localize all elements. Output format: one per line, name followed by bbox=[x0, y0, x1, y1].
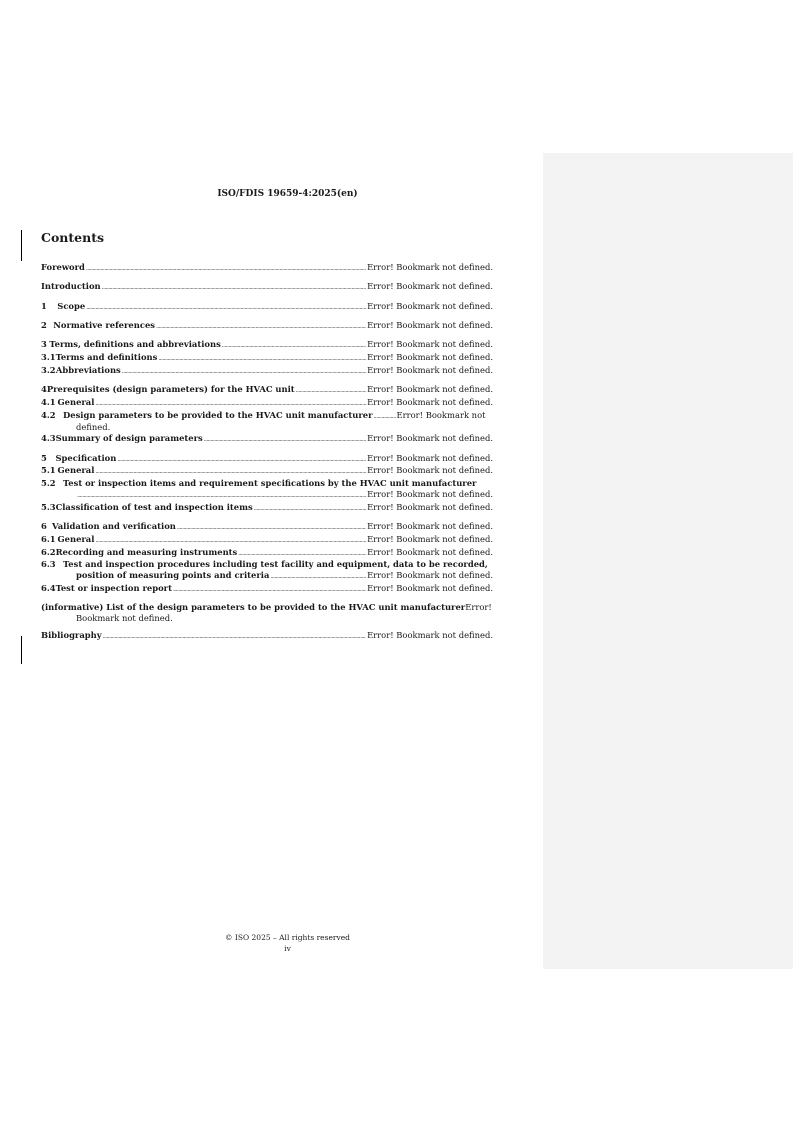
dot-leader bbox=[296, 386, 366, 397]
dot-leader bbox=[270, 572, 366, 583]
toc-entry-prerequisites[interactable] bbox=[41, 384, 493, 397]
toc-entry-terms-and-definitions[interactable] bbox=[41, 352, 493, 365]
toc-entry-design-parameters[interactable] bbox=[41, 410, 493, 434]
toc-title: General bbox=[57, 533, 95, 544]
toc-title: Terms, definitions and abbreviations bbox=[49, 339, 221, 350]
toc-number: 5.2 bbox=[41, 478, 56, 489]
dot-leader bbox=[158, 354, 366, 365]
toc-title: Test and inspection procedures including test facility and equipment, data to be recorded, bbox=[63, 559, 488, 570]
toc-page-ref: Error! bbox=[465, 602, 492, 613]
dot-leader bbox=[95, 536, 366, 547]
toc-page-ref: Error! Bookmark not defined. bbox=[367, 351, 493, 362]
table-of-contents bbox=[41, 262, 493, 643]
toc-entry-general-4-1[interactable] bbox=[41, 397, 493, 410]
toc-title: Abbreviations bbox=[55, 364, 121, 375]
toc-entry-test-procedures[interactable] bbox=[41, 559, 493, 583]
toc-entry-general-5-1[interactable] bbox=[41, 465, 493, 478]
toc-number: 1 bbox=[41, 300, 47, 311]
dot-leader bbox=[86, 264, 366, 275]
change-bar-top bbox=[21, 230, 22, 261]
change-bar-bottom bbox=[21, 636, 22, 664]
toc-page-ref: Error! Bookmark not defined. bbox=[367, 262, 493, 272]
toc-number: 3.1 bbox=[41, 351, 56, 362]
dot-leader bbox=[102, 283, 366, 294]
toc-title: Specification bbox=[55, 452, 117, 463]
toc-title: Scope bbox=[57, 300, 86, 311]
toc-title: Prerequisites (design parameters) for the HVAC unit bbox=[46, 384, 295, 395]
toc-page-ref: Error! Bookmark not defined. bbox=[367, 533, 493, 544]
toc-title: Classification of test and inspection items bbox=[55, 501, 253, 512]
page-footer bbox=[40, 932, 535, 954]
toc-number: 3 bbox=[41, 339, 47, 350]
toc-title: (informative) List of the design parameters to be provided to the HVAC unit manufacturer bbox=[41, 602, 466, 613]
contents-heading: Contents bbox=[41, 230, 105, 245]
toc-entry-abbreviations[interactable] bbox=[41, 365, 493, 378]
toc-entry-test-report[interactable] bbox=[41, 583, 493, 596]
toc-number: 4.3 bbox=[41, 433, 56, 444]
comment-pane bbox=[543, 153, 793, 969]
toc-page-ref: Error! Bookmark not defined. bbox=[367, 583, 493, 594]
toc-entry-test-inspection-items[interactable] bbox=[41, 478, 493, 502]
toc-title: Test or inspection items and requirement specifications by the HVAC unit manufacturer bbox=[63, 478, 477, 489]
toc-page-ref: Error! Bookmark not defined. bbox=[367, 396, 493, 407]
toc-entry-general-6-1[interactable] bbox=[41, 534, 493, 547]
toc-page-ref: Error! Bookmark not defined. bbox=[367, 501, 493, 512]
dot-leader bbox=[77, 491, 366, 502]
toc-page-ref: Error! Bookmark not defined. bbox=[367, 630, 493, 641]
toc-number: 6 bbox=[41, 521, 47, 532]
toc-number: 5.1 bbox=[41, 465, 56, 476]
toc-entry-summary-design-parameters[interactable] bbox=[41, 433, 493, 446]
toc-number: 5.3 bbox=[41, 501, 56, 512]
toc-page-ref: Error! Bookmark not defined. bbox=[367, 319, 493, 330]
toc-number: 6.1 bbox=[41, 533, 56, 544]
dot-leader bbox=[122, 367, 366, 378]
toc-number: 4 bbox=[41, 384, 47, 395]
toc-number: 6.3 bbox=[41, 559, 56, 570]
dot-leader bbox=[238, 549, 366, 560]
toc-number: 5 bbox=[41, 452, 47, 463]
toc-entry-introduction[interactable] bbox=[41, 281, 493, 294]
toc-entry-foreword[interactable] bbox=[41, 262, 493, 275]
toc-entry-specification[interactable] bbox=[41, 453, 493, 466]
copyright-notice: © ISO 2025 – All rights reserved bbox=[225, 933, 350, 942]
toc-number: 2 bbox=[41, 319, 47, 330]
dot-leader bbox=[95, 467, 366, 478]
toc-page-ref: Error! Bookmark not defined. bbox=[367, 300, 493, 311]
toc-page-ref: Error! Bookmark not defined. bbox=[367, 281, 493, 292]
dot-leader bbox=[103, 632, 366, 643]
toc-entry-terms-definitions-abbreviations[interactable] bbox=[41, 339, 493, 352]
toc-title: General bbox=[57, 465, 95, 476]
document-id-header: ISO/FDIS 19659-4:2025(en) bbox=[217, 189, 358, 199]
toc-number: 4.2 bbox=[41, 409, 56, 420]
toc-number: 6.4 bbox=[41, 583, 56, 594]
toc-number: 3.2 bbox=[41, 364, 56, 375]
toc-title: Summary of design parameters bbox=[55, 433, 203, 444]
toc-entry-validation-verification[interactable] bbox=[41, 521, 493, 534]
toc-page-ref: Error! Bookmark not defined. bbox=[367, 488, 493, 499]
toc-page-ref: Error! Bookmark not defined. bbox=[367, 433, 493, 444]
toc-page-ref: Error! Bookmark not defined. bbox=[367, 465, 493, 476]
toc-title: Validation and verification bbox=[52, 521, 176, 532]
dot-leader bbox=[254, 504, 366, 515]
dot-leader bbox=[156, 322, 366, 333]
toc-page-ref: Error! Bookmark not defined. bbox=[367, 570, 493, 581]
dot-leader bbox=[374, 412, 396, 423]
toc-page-ref-continuation: defined. bbox=[76, 422, 111, 433]
toc-title: Bibliography bbox=[41, 630, 102, 641]
toc-entry-normative-references[interactable] bbox=[41, 320, 493, 333]
toc-page-ref: Error! Bookmark not defined. bbox=[367, 521, 493, 532]
toc-title: General bbox=[57, 396, 95, 407]
toc-page-ref: Error! Bookmark not defined. bbox=[367, 384, 493, 395]
dot-leader bbox=[222, 341, 366, 352]
toc-page-ref: Error! Bookmark not bbox=[396, 409, 486, 420]
toc-page-ref: Error! Bookmark not defined. bbox=[367, 339, 493, 350]
toc-entry-bibliography[interactable] bbox=[41, 630, 493, 643]
dot-leader bbox=[86, 303, 366, 314]
toc-title-continuation: position of measuring points and criteria bbox=[76, 570, 270, 581]
toc-entry-recording-instruments[interactable] bbox=[41, 547, 493, 560]
toc-number: 6.2 bbox=[41, 546, 56, 557]
toc-page-ref: Error! Bookmark not defined. bbox=[367, 452, 493, 463]
toc-title: Design parameters to be provided to the HVAC unit manufacturer bbox=[63, 409, 373, 420]
dot-leader bbox=[204, 435, 366, 446]
dot-leader bbox=[177, 523, 366, 534]
toc-page-ref: Error! Bookmark not defined. bbox=[367, 546, 493, 557]
dot-leader bbox=[95, 399, 366, 410]
page-number: iv bbox=[284, 944, 291, 953]
dot-leader bbox=[173, 585, 366, 596]
toc-title: Terms and definitions bbox=[55, 351, 158, 362]
toc-page-ref: Error! Bookmark not defined. bbox=[367, 364, 493, 375]
toc-entry-scope[interactable] bbox=[41, 301, 493, 314]
toc-title: Introduction bbox=[41, 281, 101, 292]
toc-entry-annex-design-parameters[interactable] bbox=[41, 602, 493, 624]
toc-entry-classification[interactable] bbox=[41, 502, 493, 515]
toc-title: Normative references bbox=[53, 319, 155, 330]
toc-page-ref-continuation: Bookmark not defined. bbox=[76, 613, 173, 624]
toc-title: Foreword bbox=[41, 262, 85, 272]
toc-title: Recording and measuring instruments bbox=[55, 546, 238, 557]
toc-title: Test or inspection report bbox=[55, 583, 172, 594]
toc-number: 4.1 bbox=[41, 396, 56, 407]
dot-leader bbox=[117, 455, 366, 466]
